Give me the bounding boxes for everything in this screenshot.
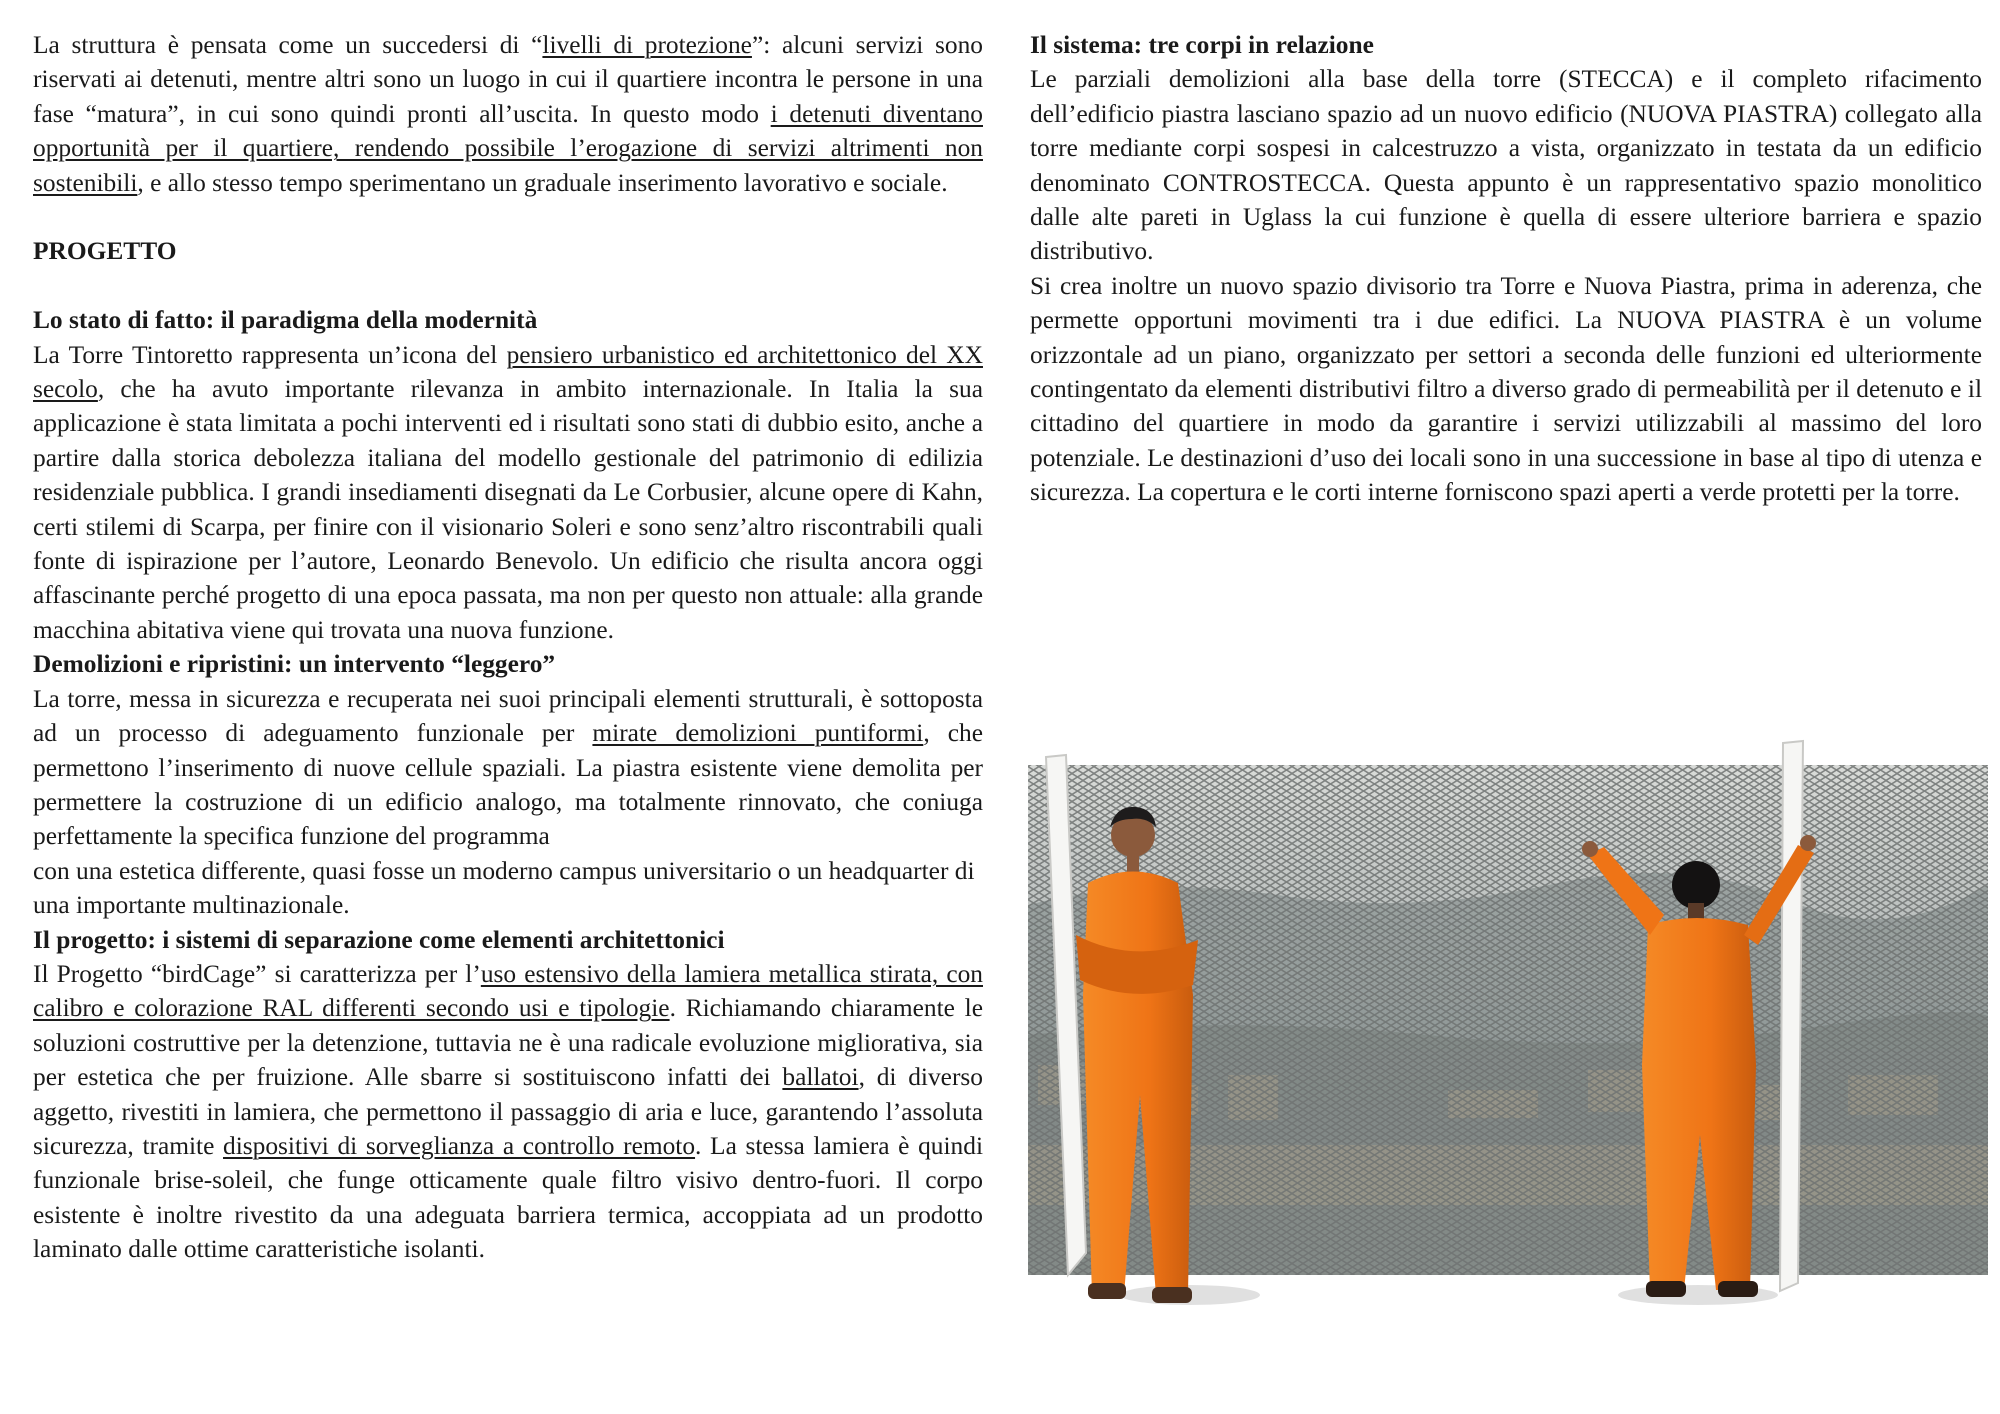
right-glass-fin [1780,741,1803,1291]
section-heading-progetto: PROGETTO [33,237,177,266]
underlined-phrase: pensiero urbanistico ed architettonico del XX secolo [33,340,983,404]
illustration-inmates-mesh [1028,735,1988,1405]
paragraph-sistema-2: Si crea inoltre un nuovo spazio divisorio tra Torre e Nuova Piastra, prima in aderenza, che permette opportuni movimenti tra i due edifici. La NUOVA PIASTRA è un volume orizzontale ad un piano, organizzato per settori a seconda delle funzioni ed ulteriormente contingentato da elementi distributivi filtro a diverso grado di permeabilità per il detenuto e il cittadino del quartiere in modo da garantire i servizi utilizzabili al massimo del loro potenziale. Le destinazioni d’uso dei locali sono in una successione in base al tipo di utenza e sicurezza. La copertura e le corti interne forniscono spazi aperti a verde protetti per la torre. [1030,271,1982,507]
subheading-progetto: Il progetto: i sistemi di separazione come elementi architettonici [33,925,725,954]
text-run: La torre, messa in sicurezza e recuperata nei suoi principali elementi strutturali, è sottoposta ad un processo di adeguamento funzionale per [33,684,983,748]
underlined-phrase: dispositivi di sorveglianza a controllo remoto [223,1131,696,1160]
underlined-phrase: ballatoi [782,1063,859,1092]
right-text-column [1030,28,1982,510]
intro-paragraph [33,28,983,200]
text-run: con una estetica differente, quasi fosse un moderno campus universitario o un headquarter di una importante multinazionale. [33,856,975,920]
text-run: , e allo stesso tempo sperimentano un graduale inserimento lavorativo e sociale. [137,168,948,197]
text-run: . Richiamando chiaramente le soluzioni costruttive per la detenzione, tuttavia ne è una radicale evoluzione migliorativa, sia per estetica che per fruizione. Alle sbarre si sostituiscono infatti dei [33,994,983,1092]
underlined-phrase: livelli di protezione [542,31,752,59]
paragraph-demolizioni-cont [33,854,983,923]
text-run: ”: alcuni servizi sono riservati ai detenuti, mentre altri sono un luogo in cui il quartiere incontra le persone in una fase “matura”, in cui sono quindi pronti all’uscita. In questo modo [33,31,983,128]
paragraph-sistema-1: Le parziali demolizioni alla base della torre (STECCA) e il completo rifacimento dell’edificio piastra lasciano spazio ad un nuovo edificio (NUOVA PIASTRA) collegato alla torre mediante corpi sospesi in calcestruzzo a vista, organizzato in testata da un edificio denominato CONTROSTECCA. Questa appunto è un rappresentativo spazio monolitico dalle alte pareti in Uglass la cui funzione è quella di essere ulteriore barriera e spazio distributivo. [1030,65,1982,266]
text-run: , che ha avuto importante rilevanza in ambito internazionale. In Italia la sua applicazione è stata limitata a pochi interventi ed i risultati sono stati di dubbio esito, anche a partire dalla storica debolezza italiana del modello gestionale del patrimonio di edilizia residenziale pubblica. I grandi insediamenti disegnati da Le Corbusier, alcune opere di Kahn, certi stilemi di Scarpa, per finire con il visionario Soleri e sono senz’altro riscontrabili quali fonte di ispirazione per l’autore, Leonardo Benevolo. Un edificio che risulta ancora oggi affascinante perché progetto di una epoca passata, ma non per questo non attuale: alla grande macchina abitativa viene qui trovata una nuova funzione. [33,375,983,644]
text-run: La Torre Tintoretto rappresenta un’icona del [33,340,507,369]
spacer [33,200,983,234]
underlined-phrase: i detenuti diventano opportunità per il quartiere, rendendo possibile l’erogazione di servizi altrimenti non sostenibili [33,99,983,197]
underlined-phrase: uso estensivo della lamiera metallica stirata, con calibro e colorazione RAL differenti secondo usi e tipologie [33,959,983,1023]
left-text-column [33,28,983,1267]
text-run: , di diverso aggetto, rivestiti in lamiera, che permettono il passaggio di aria e luce, garantendo l’assoluta sicurezza, tramite [33,1063,983,1160]
spacer [33,269,983,303]
underlined-phrase: mirate demolizioni puntiformi [592,719,924,748]
paragraph-stato-di-fatto [33,338,983,648]
text-run: La struttura è pensata come un succedersi di “ [33,31,543,59]
paragraph-demolizioni [33,682,983,854]
text-run: Il Progetto “birdCage” si caratterizza per l’ [33,959,481,988]
paragraph-progetto [33,957,983,1267]
subheading-sistema: Il sistema: tre corpi in relazione [1030,31,1374,59]
subheading-demolizioni: Demolizioni e ripristini: un intervento “leggero” [33,650,556,679]
subheading-stato-di-fatto: Lo stato di fatto: il paradigma della modernità [33,306,538,335]
text-run: , che permettono l’inserimento di nuove cellule spaziali. La piastra esistente viene demolita per permettere la costruzione di un edificio analogo, ma totalmente rinnovato, che coniuga perfettamente la specifica funzione del programma [33,719,983,851]
text-run: . La stessa lamiera è quindi funzionale brise-soleil, che funge otticamente quale filtro visivo dentro-fuori. Il corpo esistente è inoltre rivestito da una adeguata barriera termica, accoppiata ad un prodotto laminato dalle ottime caratteristiche isolanti. [33,1131,983,1264]
